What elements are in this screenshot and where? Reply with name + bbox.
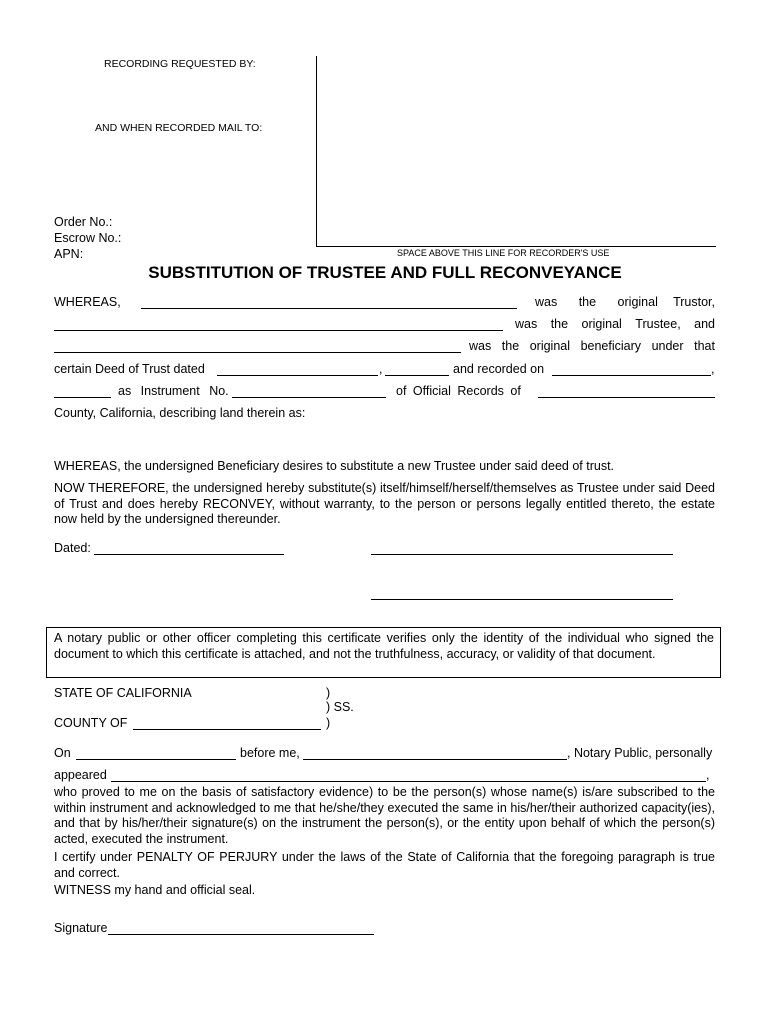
trustee-word: the [550, 317, 569, 331]
trustee-blank[interactable] [54, 330, 503, 331]
trustee-line-text [515, 317, 715, 331]
trustor-blank[interactable] [141, 308, 517, 309]
whereas-label: WHEREAS, [54, 295, 121, 309]
as-instrument-label: as Instrument No. [118, 384, 229, 398]
whereas-substitute-text: WHEREAS, the undersigned Beneficiary desires to substitute a new Trustee under said deed of trust. [54, 459, 615, 473]
beneficiary-signature-line[interactable] [371, 554, 673, 555]
appeared-label: appeared [54, 768, 107, 782]
notary-public-label: , Notary Public, personally [567, 746, 713, 760]
certify-paragraph: I certify under PENALTY OF PERJURY under the laws of the State of California that the foregoing paragraph is true and correct. [54, 850, 715, 880]
trustee-word: original [581, 317, 622, 331]
apn-label: APN: [54, 247, 84, 261]
county-blank[interactable] [538, 397, 715, 398]
recorder-space-rule [316, 246, 716, 247]
comma-text: , [379, 362, 383, 376]
beneficiary-word: original [529, 339, 571, 353]
recorded-date-blank[interactable] [552, 375, 711, 376]
recording-requested-by-label: RECORDING REQUESTED BY: [104, 58, 256, 70]
recorder-divider-vertical [316, 56, 317, 246]
recorded-on-label: and recorded on [453, 362, 545, 376]
county-of-label: COUNTY OF [54, 716, 128, 730]
on-label: On [54, 746, 71, 760]
paren-text: ) [326, 686, 331, 700]
trustor-line-text [535, 295, 715, 309]
deed-year-blank[interactable] [385, 375, 449, 376]
beneficiary-word: that [694, 339, 715, 353]
appeared-blank[interactable] [111, 781, 706, 782]
beneficiary-word: was [469, 339, 492, 353]
proved-paragraph: who proved to me on the basis of satisfactory evidence) to be the person(s) whose name(s) is/are subscribed to the within instrument and acknowledged to me that he/she/they executed the same in his/her/their authorized capacity(ies), and that by his/her/their signature(s) on the instrument the person(s), or the entity upon behalf of which the person(s) acted, executed the instrument. [54, 785, 715, 846]
ss-label: ) SS. [326, 700, 354, 714]
trustee-word: was [515, 317, 538, 331]
beneficiary-line-text [469, 339, 715, 353]
order-no-label: Order No.: [54, 215, 113, 229]
county-of-blank[interactable] [133, 729, 321, 730]
now-therefore-paragraph: NOW THEREFORE, the undersigned hereby substitute(s) itself/himself/herself/themselves as Trustee under said Deed of Trust and does hereby RECONVEY, without warranty, to the person or persons legally entitled thereto, the estate now held by the undersigned thereunder. [54, 481, 715, 526]
county-description-text: County, California, describing land therein as: [54, 406, 306, 420]
notary-name-blank[interactable] [303, 759, 567, 760]
trustee-word: Trustee, [635, 317, 681, 331]
trustor-label: Trustor, [673, 295, 715, 309]
beneficiary-word: the [501, 339, 520, 353]
recorder-space-notice: SPACE ABOVE THIS LINE FOR RECORDER'S USE [397, 248, 610, 258]
notary-notice-box: A notary public or other officer completing this certificate verifies only the identity of the individual who signed the document to which this certificate is attached, and not the truthfulness, accuracy, or validity of that document. [46, 627, 721, 678]
before-me-label: before me, [240, 746, 300, 760]
notary-date-blank[interactable] [76, 759, 236, 760]
trustee-word: and [694, 317, 715, 331]
official-records-label: of Official Records of [396, 384, 521, 398]
state-of-california-label: STATE OF CALIFORNIA [54, 686, 192, 700]
beneficiary-blank[interactable] [54, 352, 461, 353]
signature-label: Signature [54, 921, 108, 935]
comma-text: , [711, 362, 715, 376]
paren-text: ) [326, 716, 331, 730]
instrument-no-blank[interactable] [232, 397, 386, 398]
notary-signature-line[interactable] [108, 934, 374, 935]
beneficiary-word: under [651, 339, 684, 353]
when-recorded-mail-to-label: AND WHEN RECORDED MAIL TO: [95, 122, 263, 134]
recorded-year-blank[interactable] [54, 397, 111, 398]
witness-text: WITNESS my hand and official seal. [54, 883, 256, 897]
beneficiary-word: beneficiary [580, 339, 642, 353]
deed-date-blank[interactable] [217, 375, 378, 376]
beneficiary-name-line[interactable] [371, 599, 673, 600]
escrow-no-label: Escrow No.: [54, 231, 122, 245]
dated-label: Dated: [54, 541, 91, 555]
was-the-original-text: was the original [535, 295, 658, 309]
comma-text: , [706, 768, 710, 782]
deed-dated-label: certain Deed of Trust dated [54, 362, 205, 376]
document-title: SUBSTITUTION OF TRUSTEE AND FULL RECONVEYANCE [148, 263, 622, 282]
dated-blank[interactable] [94, 554, 284, 555]
